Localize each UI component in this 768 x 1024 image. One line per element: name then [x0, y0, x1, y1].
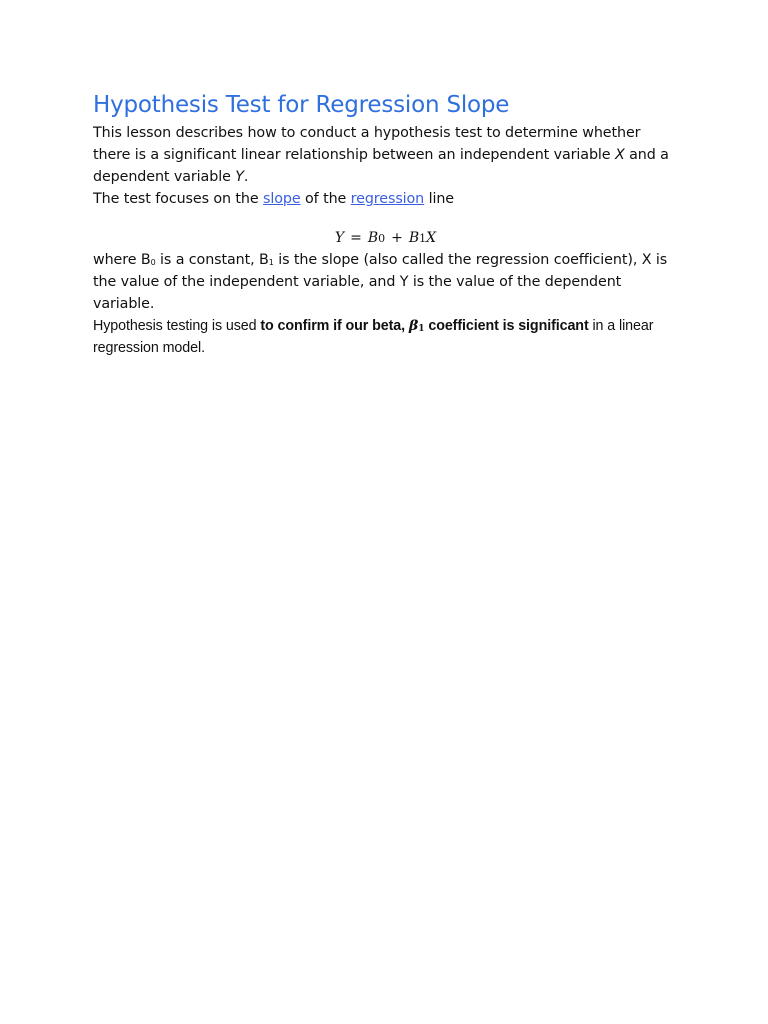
definitions-paragraph: [93, 249, 678, 315]
formula-equals: =: [350, 230, 362, 246]
definitions-text-2: is a constant, B: [155, 252, 269, 268]
focus-text-1: The test focuses on the: [93, 191, 264, 207]
definitions-text-3: is the slope (also called the regression coefficient), X is the value of the independent variable, and Y is the value of the dependent variable.: [93, 252, 668, 312]
definitions-subscript-1: 1: [268, 258, 274, 267]
document-page: [93, 88, 678, 359]
summary-text-1: Hypothesis testing is used: [93, 318, 261, 334]
slope-link[interactable]: slope: [263, 191, 301, 207]
formula-b1: B: [408, 230, 420, 246]
focus-paragraph: [93, 188, 678, 210]
formula-b1-subscript: 1: [419, 232, 427, 245]
summary-paragraph: [93, 315, 678, 359]
summary-text-2: in a linear regression model.: [93, 318, 654, 356]
summary-beta-symbol: β: [408, 318, 419, 334]
definitions-text-1: where B: [93, 252, 151, 268]
intro-text-1: This lesson describes how to conduct a hypothesis test to determine whether there is a significant linear relationship between an independent variable: [93, 125, 641, 163]
formula-b0-subscript: 0: [378, 232, 386, 245]
focus-text-3: line: [424, 191, 455, 207]
summary-beta-subscript: 1: [418, 324, 425, 334]
focus-text-2: of the: [300, 191, 351, 207]
intro-variable-x: X: [614, 147, 625, 163]
intro-paragraph: [93, 122, 678, 188]
intro-text-3: .: [243, 169, 249, 185]
definitions-subscript-0: 0: [150, 258, 156, 267]
page-title: Hypothesis Test for Regression Slope: [93, 92, 510, 118]
intro-variable-y: Y: [235, 169, 244, 185]
formula-lhs: Y: [334, 230, 345, 246]
formula-x: X: [426, 230, 437, 246]
summary-bold-2: coefficient is significant: [424, 318, 589, 334]
intro-text-2: and a dependent variable: [93, 147, 669, 185]
regression-formula: [93, 227, 678, 249]
summary-bold-1: to confirm if our beta,: [260, 318, 409, 334]
formula-b0: B: [367, 230, 379, 246]
formula-plus: +: [391, 230, 403, 246]
regression-link[interactable]: regression: [350, 191, 425, 207]
